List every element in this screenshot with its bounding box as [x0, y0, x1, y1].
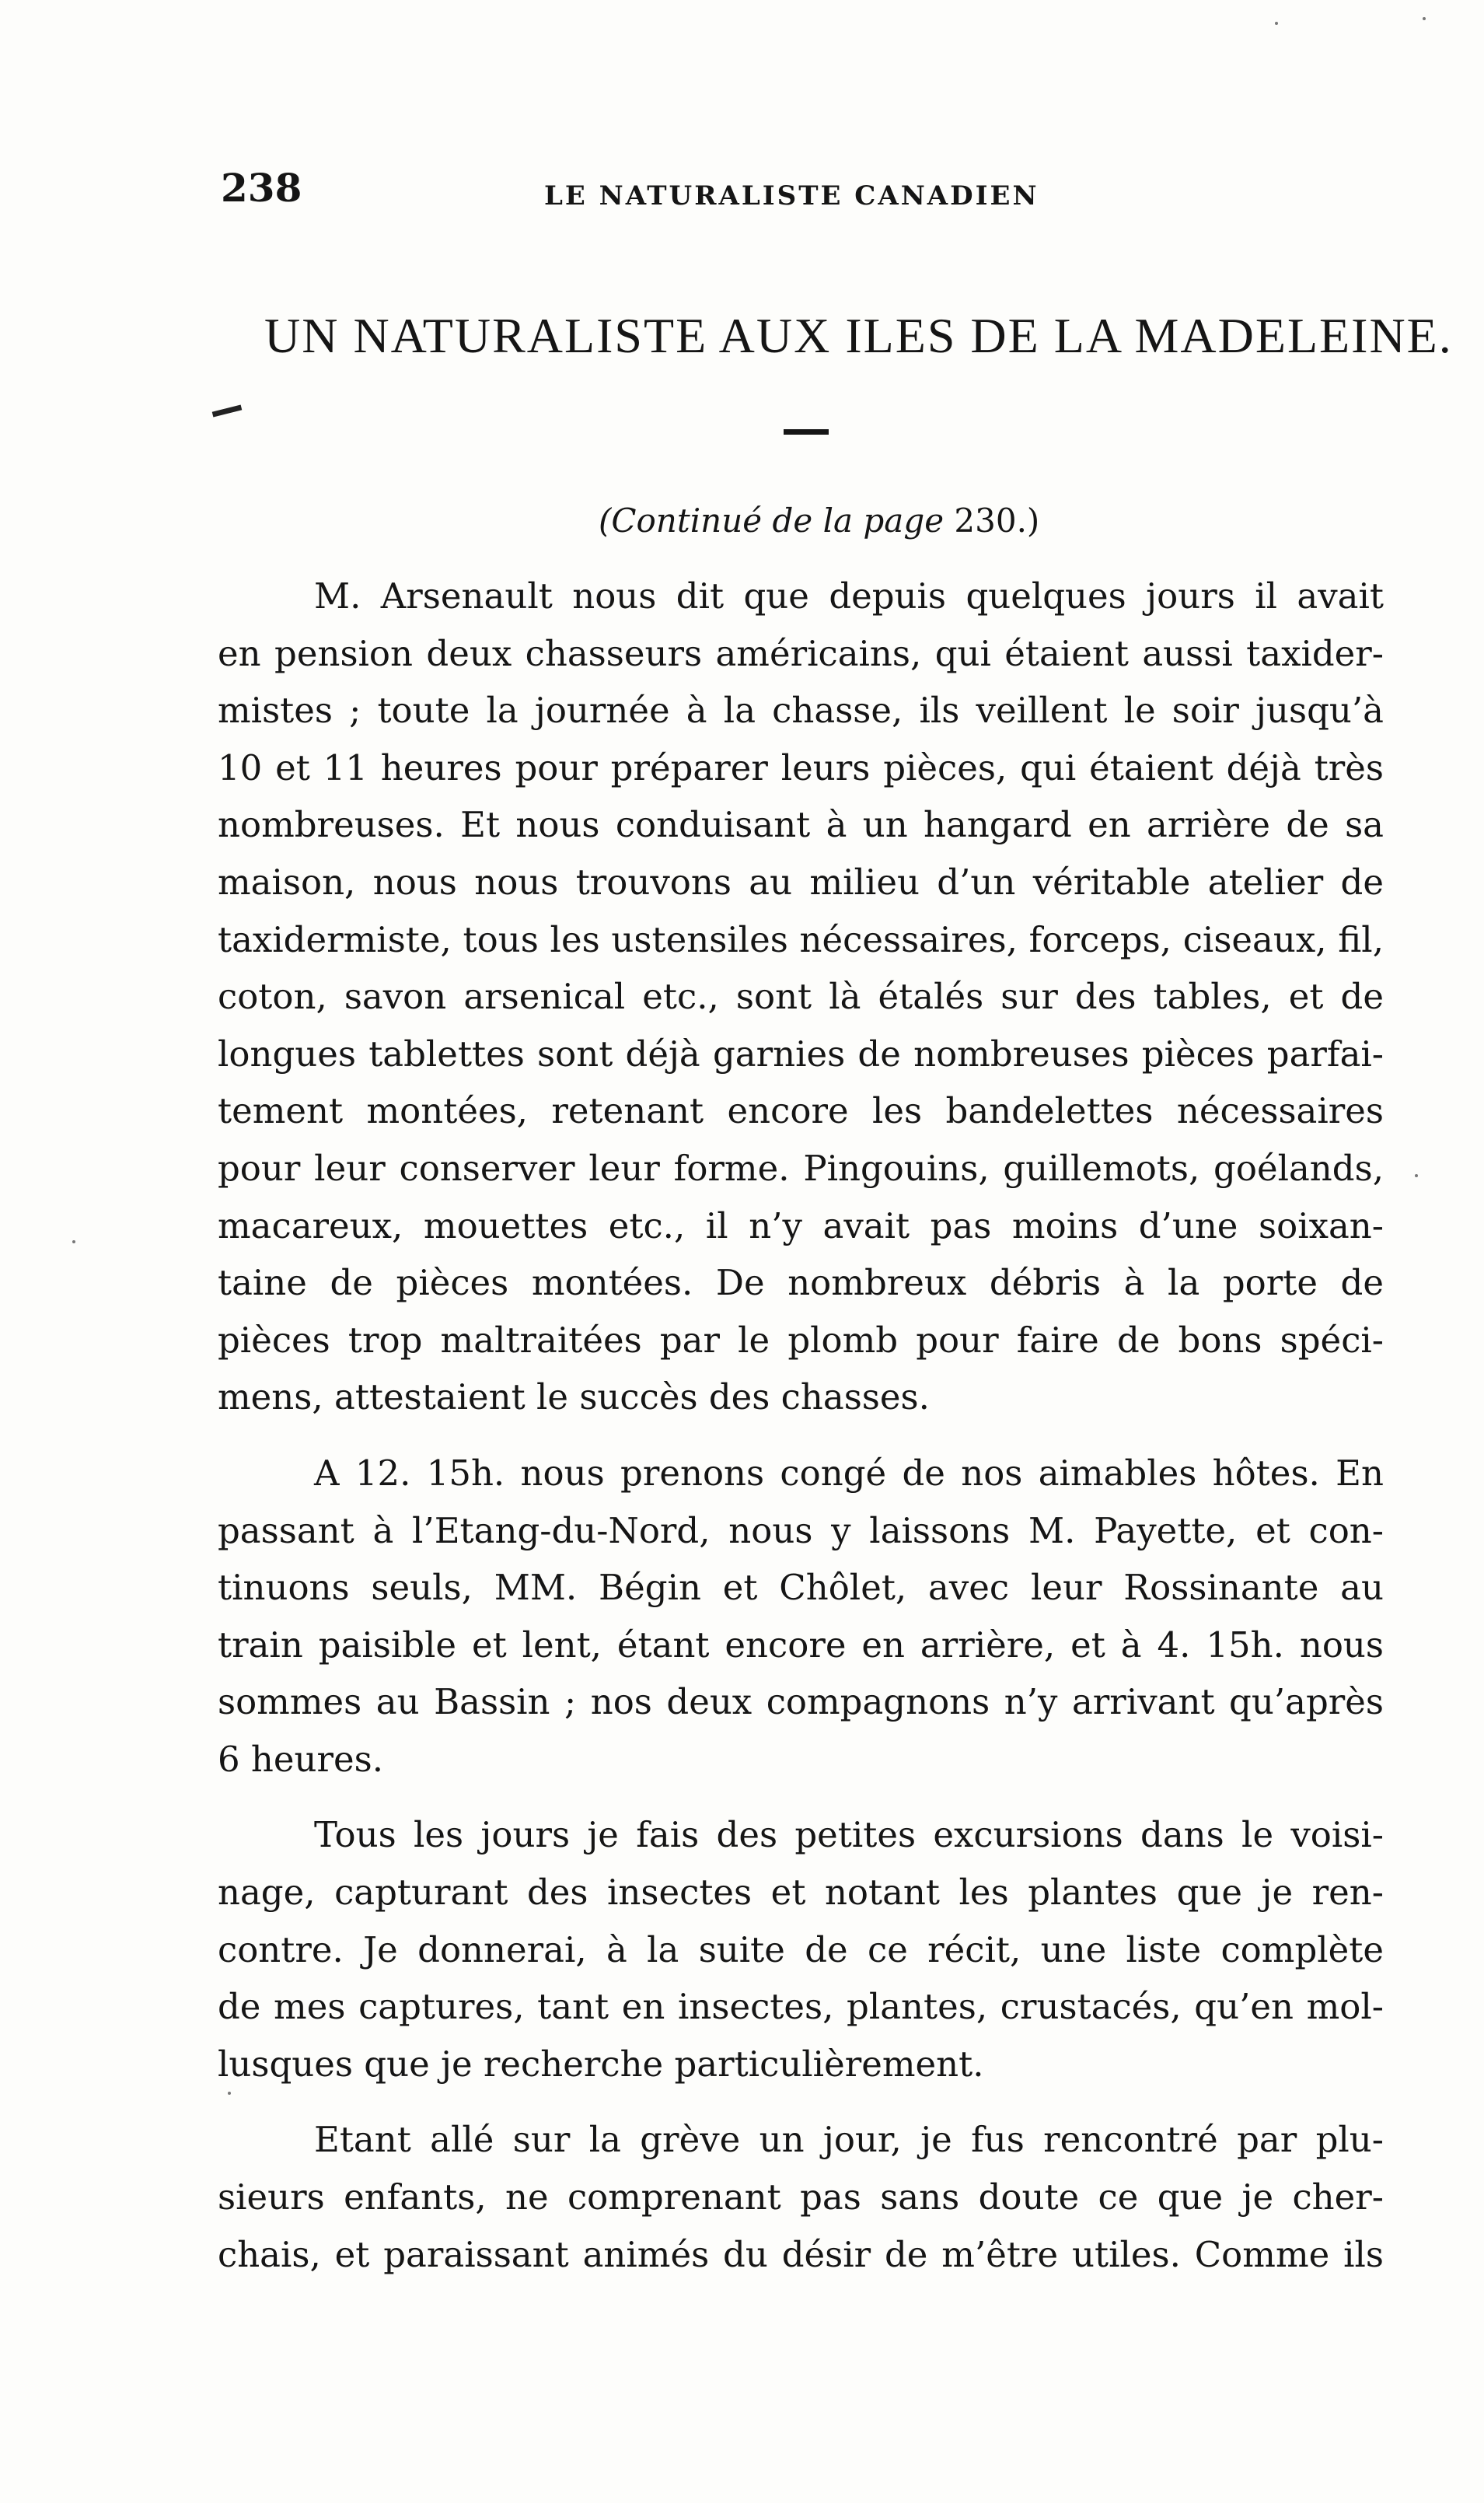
- text-line: taine de pièces montées. De nombreux débris à la porte de: [218, 1262, 1384, 1304]
- text-line: pièces trop maltraitées par le plomb pour faire de bons spéci-: [218, 1319, 1384, 1361]
- text-line: sommes au Bassin ; nos deux compagnons n’y arrivant qu’après: [218, 1681, 1384, 1723]
- text-line: lusques que je recherche particulièrement.: [218, 2043, 984, 2085]
- page-number: 238: [221, 165, 302, 211]
- scan-speck: [228, 2092, 231, 2095]
- paragraph-2: [218, 1445, 1384, 1788]
- text-line: taxidermiste, tous les ustensiles nécessaires, forceps, ciseaux, fil,: [218, 918, 1384, 960]
- article-body: [218, 568, 1384, 2283]
- paragraph-gap: [218, 1426, 1384, 1445]
- running-head: LE NATURALISTE CANADIEN: [544, 180, 1039, 211]
- text-line: 10 et 11 heures pour préparer leurs pièces, qui étaient déjà très: [218, 746, 1384, 788]
- scan-speck: [1415, 1174, 1418, 1177]
- continuation-note: [599, 502, 1039, 540]
- scan-speck: [1275, 22, 1278, 25]
- article-title: UN NATURALISTE AUX ILES DE LA MADELEINE.: [264, 308, 1453, 363]
- text-line: train paisible et lent, étant encore en arrière, et à 4. 15h. nous: [218, 1624, 1384, 1666]
- text-line: passant à l’Etang-du-Nord, nous y laissons M. Payette, et con-: [218, 1509, 1384, 1551]
- stray-ink-mark: [212, 405, 243, 418]
- paragraph-1: [218, 568, 1384, 1426]
- scan-speck: [72, 1240, 75, 1243]
- text-line: Etant allé sur la grève un jour, je fus rencontré par plu-: [314, 2119, 1384, 2161]
- text-line: nombreuses. Et nous conduisant à un hangard en arrière de sa: [218, 804, 1384, 846]
- text-line: contre. Je donnerai, à la suite de ce récit, une liste complète: [218, 1928, 1384, 1970]
- continuation-label: (Continué de la page: [599, 502, 955, 540]
- text-line: A 12. 15h. nous prenons congé de nos aimables hôtes. En: [314, 1452, 1384, 1494]
- text-line: mistes ; toute la journée à la chasse, ils veillent le soir jusqu’à: [218, 690, 1384, 732]
- text-line: Tous les jours je fais des petites excursions dans le voisi-: [314, 1814, 1384, 1856]
- text-line: macareux, mouettes etc., il n’y avait pas moins d’une soixan-: [218, 1204, 1384, 1246]
- text-line: sieurs enfants, ne comprenant pas sans doute ce que je cher-: [218, 2176, 1384, 2218]
- paragraph-gap: [218, 1788, 1384, 1806]
- text-line: M. Arsenault nous dit que depuis quelques jours il avait: [314, 575, 1384, 617]
- paragraph-4: [218, 2111, 1384, 2283]
- text-line: maison, nous nous trouvons au milieu d’un véritable atelier de: [218, 861, 1384, 903]
- paragraph-3: [218, 1806, 1384, 2092]
- continuation-page-number: 230.): [954, 502, 1040, 540]
- text-line: tinuons seuls, MM. Bégin et Chôlet, avec leur Rossinante au: [218, 1567, 1384, 1609]
- text-line: tement montées, retenant encore les bandelettes nécessaires: [218, 1090, 1384, 1132]
- text-line: longues tablettes sont déjà garnies de nombreuses pièces parfai-: [218, 1033, 1384, 1075]
- text-line: coton, savon arsenical etc., sont là étalés sur des tables, et de: [218, 976, 1384, 1018]
- text-line: chais, et paraissant animés du désir de m’être utiles. Comme ils: [218, 2233, 1384, 2275]
- text-line: 6 heures.: [218, 1738, 384, 1780]
- text-line: de mes captures, tant en insectes, plantes, crustacés, qu’en mol-: [218, 1986, 1384, 2028]
- text-line: pour leur conserver leur forme. Pingouins, guillemots, goélands,: [218, 1147, 1384, 1189]
- paragraph-gap: [218, 2092, 1384, 2111]
- title-separator-dash: [784, 429, 829, 435]
- text-line: nage, capturant des insectes et notant les plantes que je ren-: [218, 1872, 1384, 1914]
- text-line: en pension deux chasseurs américains, qui étaient aussi taxider-: [218, 632, 1384, 674]
- text-line: mens, attestaient le succès des chasses.: [218, 1376, 930, 1418]
- scan-speck: [1423, 17, 1426, 20]
